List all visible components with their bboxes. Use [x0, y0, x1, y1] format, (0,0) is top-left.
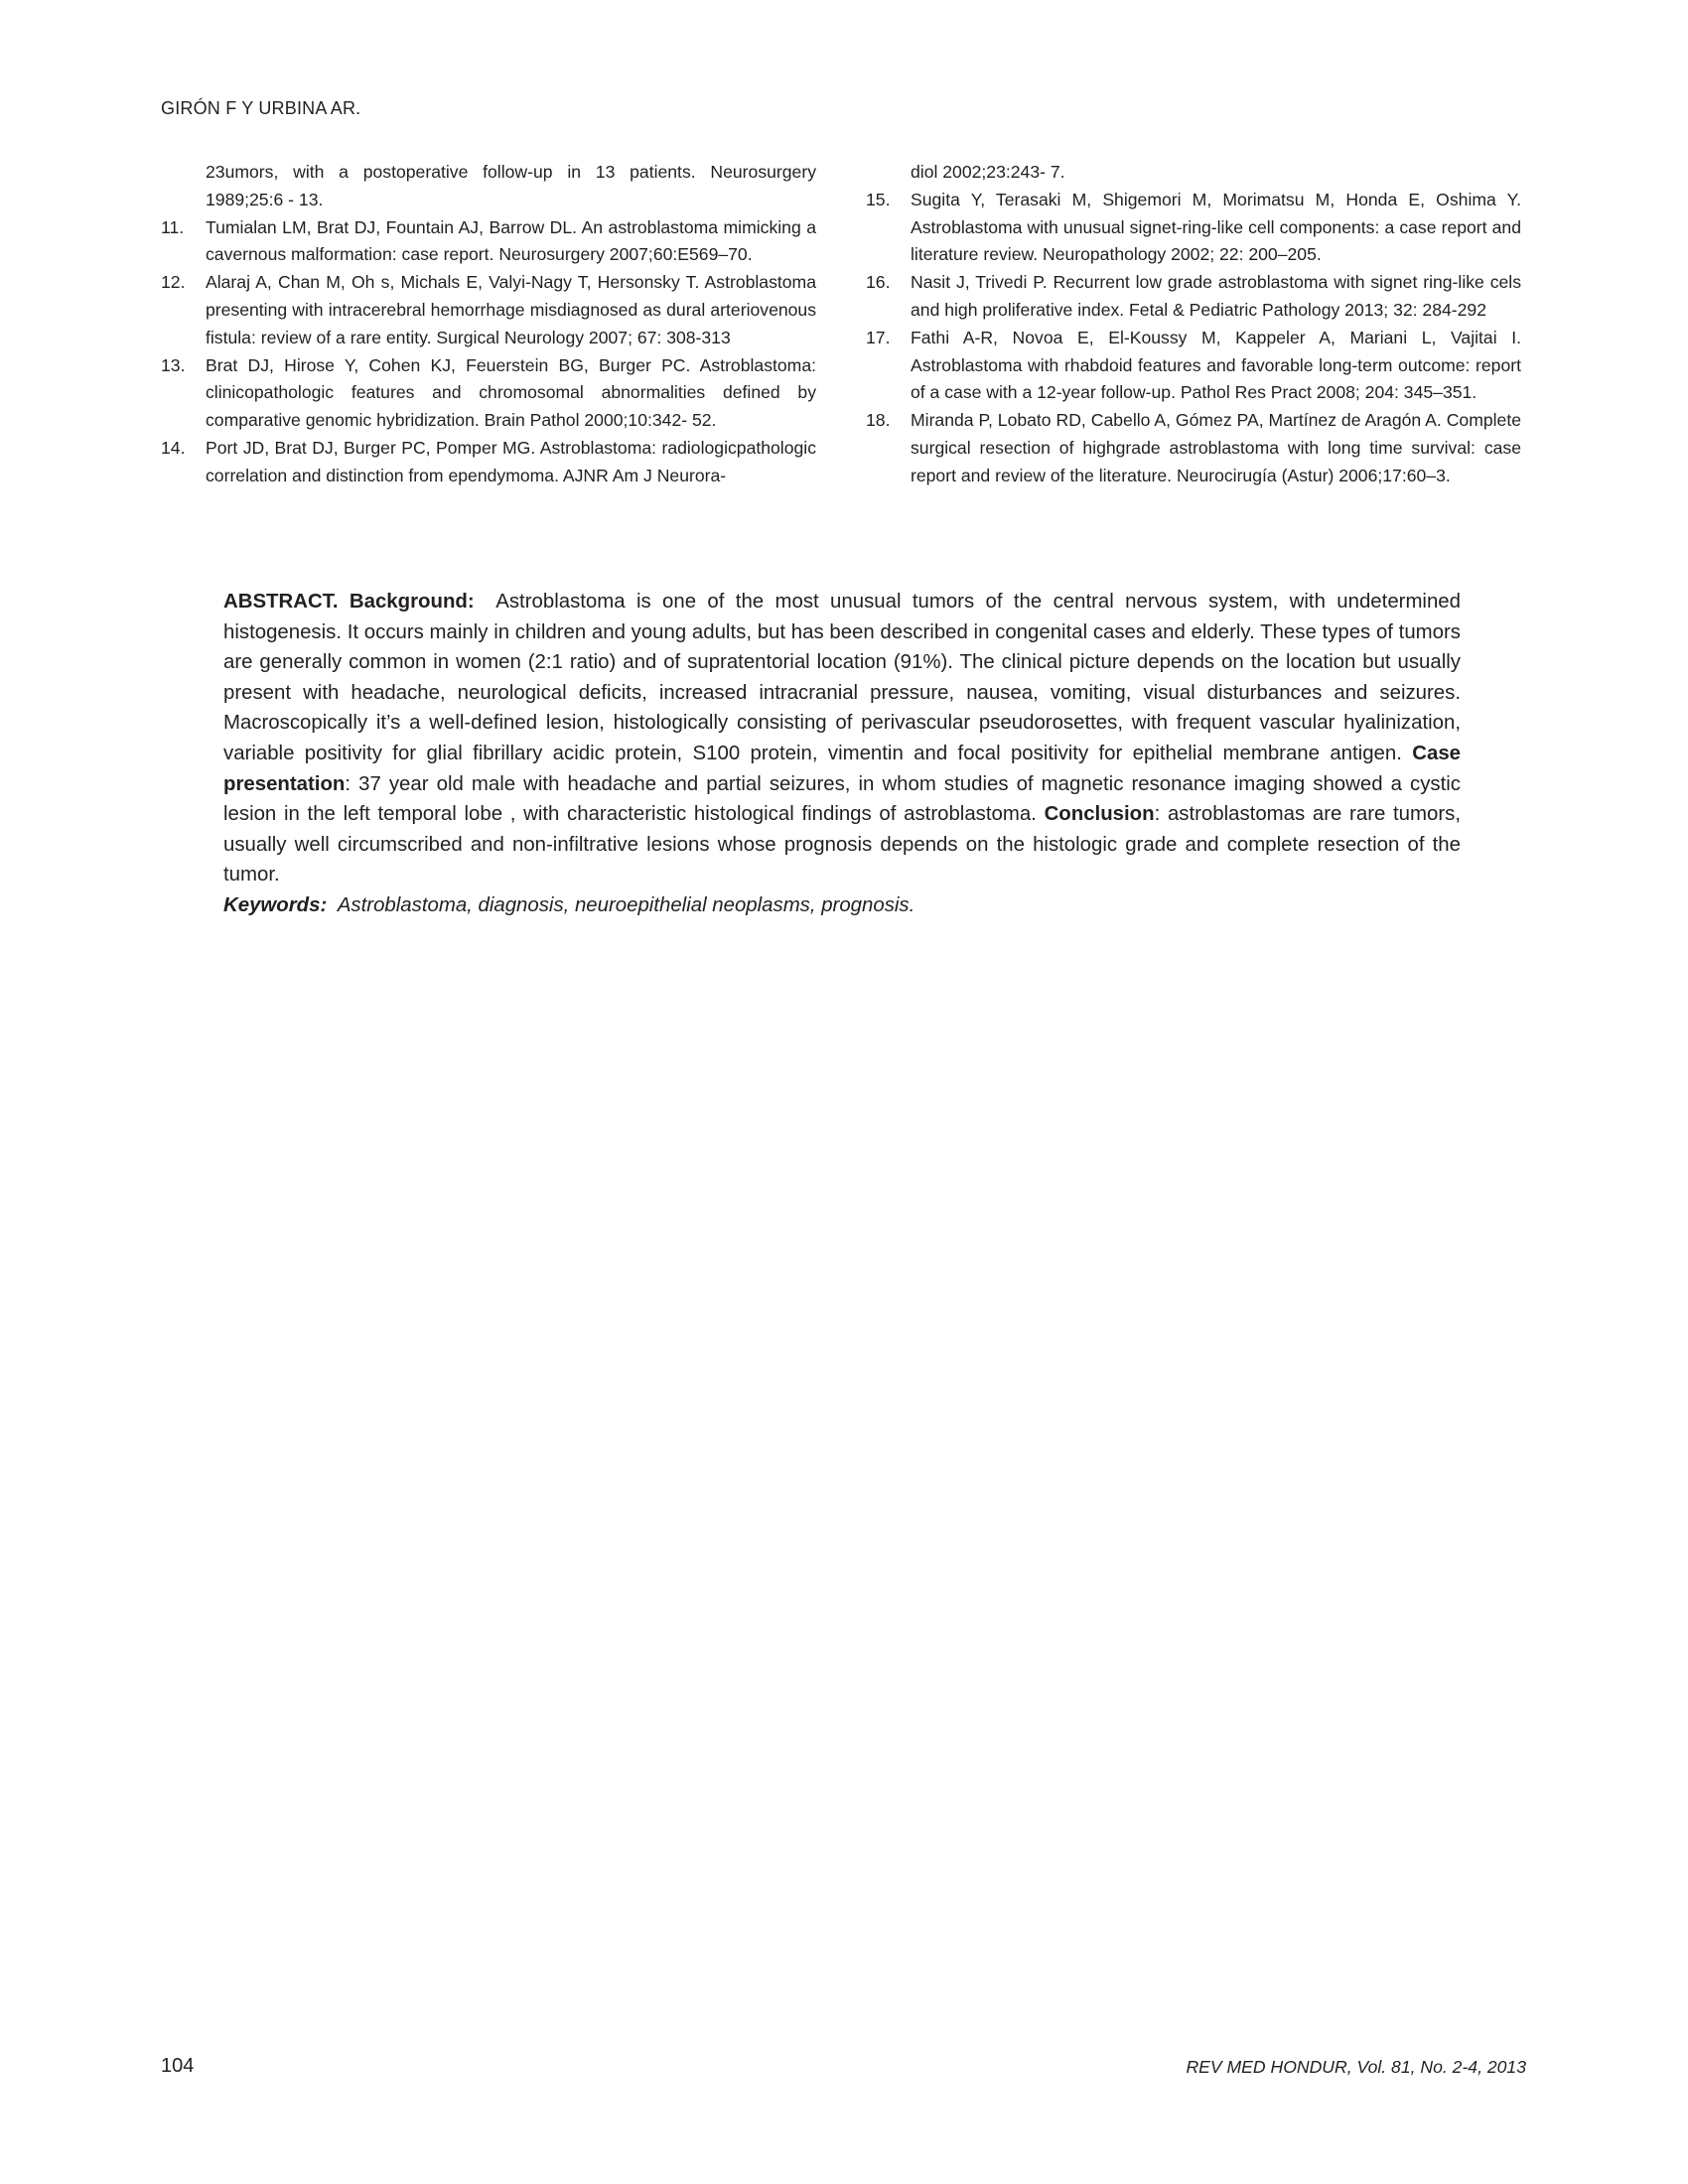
reference-number: 14. [161, 437, 186, 458]
reference-text: Fathi A-R, Novoa E, El-Koussy M, Kappeler A, Mariani L, Vajitai I. Astroblastoma with rhabdoid features and favorable long-term outcome: report of a case with a 12-year follow-up. Pathol Res Pract 2008; 204: 345–351. [911, 327, 1521, 403]
case-presentation-label: Case presentation [223, 742, 1461, 795]
reference-text: Miranda P, Lobato RD, Cabello A, Gómez PA, Martínez de Aragón A. Complete surgical resection of highgrade astroblastoma with long time survival: case report and review of the literature. Neurocirugía (Astur) 2006;17:60–3. [911, 410, 1521, 485]
abstract-paragraph [223, 587, 1461, 890]
abstract-label: ABSTRACT. Background: [223, 591, 475, 613]
reference-item [161, 159, 816, 214]
reference-number: 17. [866, 327, 891, 347]
reference-item [161, 269, 816, 351]
reference-text: Brat DJ, Hirose Y, Cohen KJ, Feuerstein BG, Burger PC. Astroblastoma: clinicopathologic features and chromosomal abnormalities defined by comparative genomic hybridization. Brain Pathol 2000;10:342- 52. [206, 354, 816, 431]
reference-item [866, 159, 1521, 187]
running-head: GIRÓN F Y URBINA AR. [161, 98, 361, 118]
reference-item [161, 352, 816, 435]
reference-number: 15. [866, 189, 891, 209]
reference-text: 23umors, with a postoperative follow-up in 13 patients. Neurosurgery 1989;25:6 - 13. [206, 162, 816, 209]
conclusion-text: : astroblastomas are rare tumors, usually well circumscribed and non-infiltrative lesions whose prognosis depends on the histologic grade and complete resection of the tumor. [223, 803, 1461, 887]
reference-number: 12. [161, 272, 186, 293]
journal-citation: REV MED HONDUR, Vol. 81, No. 2-4, 2013 [1186, 2057, 1526, 2077]
case-presentation-text: : 37 year old male with headache and partial seizures, in whom studies of magnetic resonance imaging showed a cystic lesion in the left temporal lobe , with characteristic histological findings of astroblastoma. [223, 772, 1461, 826]
references-left-column [161, 159, 816, 490]
reference-text: Port JD, Brat DJ, Burger PC, Pomper MG. Astroblastoma: radiologicpathologic correlation and distinction from ependymoma. AJNR Am J Neurora- [206, 437, 816, 485]
reference-item [866, 407, 1521, 489]
reference-text: diol 2002;23:243- 7. [911, 162, 1065, 182]
reference-number: 11. [161, 216, 185, 237]
reference-item [866, 187, 1521, 269]
conclusion-label: Conclusion [1044, 803, 1155, 826]
abstract-background-text: Astroblastoma is one of the most unusual tumors of the central nervous system, with undetermined histogenesis. It occurs mainly in children and young adults, but has been described in congenital cases and elderly. These types of tumors are generally common in women (2:1 ratio) and of supratentorial location (91%). The clinical picture depends on the location but usually present with headache, neurological deficits, increased intracranial pressure, nausea, vomiting, visual disturbances and seizures. Macroscopically it’s a well-defined lesion, histologically consisting of perivascular pseudorosettes, with frequent vascular hyalinization, variable positivity for glial fibrillary acidic protein, S100 protein, vimentin and focal positivity for epithelial membrane antigen. [223, 591, 1461, 764]
reference-text: Alaraj A, Chan M, Oh s, Michals E, Valyi-Nagy T, Hersonsky T. Astroblastoma presenting with intracerebral hemorrhage misdiagnosed as dural arteriovenous fistula: review of a rare entity. Surgical Neurology 2007; 67: 308-313 [206, 272, 816, 347]
reference-item [866, 325, 1521, 407]
keywords-label: Keywords: [223, 894, 328, 916]
reference-text: Nasit J, Trivedi P. Recurrent low grade astroblastoma with signet ring-like cels and high proliferative index. Fetal & Pediatric Pathology 2013; 32: 284-292 [911, 272, 1521, 320]
reference-number: 18. [866, 410, 891, 431]
references-right-column [866, 159, 1521, 490]
page-number: 104 [161, 2055, 195, 2077]
reference-text: Tumialan LM, Brat DJ, Fountain AJ, Barrow DL. An astroblastoma mimicking a cavernous malformation: case report. Neurosurgery 2007;60:E569–70. [206, 216, 816, 265]
reference-item [161, 214, 816, 270]
keywords-text: Astroblastoma, diagnosis, neuroepithelial neoplasms, prognosis. [337, 894, 915, 916]
reference-item [866, 269, 1521, 325]
reference-number: 13. [161, 354, 186, 375]
reference-number: 16. [866, 272, 891, 293]
keywords-line [223, 890, 1461, 921]
reference-text: Sugita Y, Terasaki M, Shigemori M, Morimatsu M, Honda E, Oshima Y. Astroblastoma with unusual signet-ring-like cell components: a case report and literature review. Neuropathology 2002; 22: 200–205. [911, 189, 1521, 265]
reference-item [161, 435, 816, 490]
